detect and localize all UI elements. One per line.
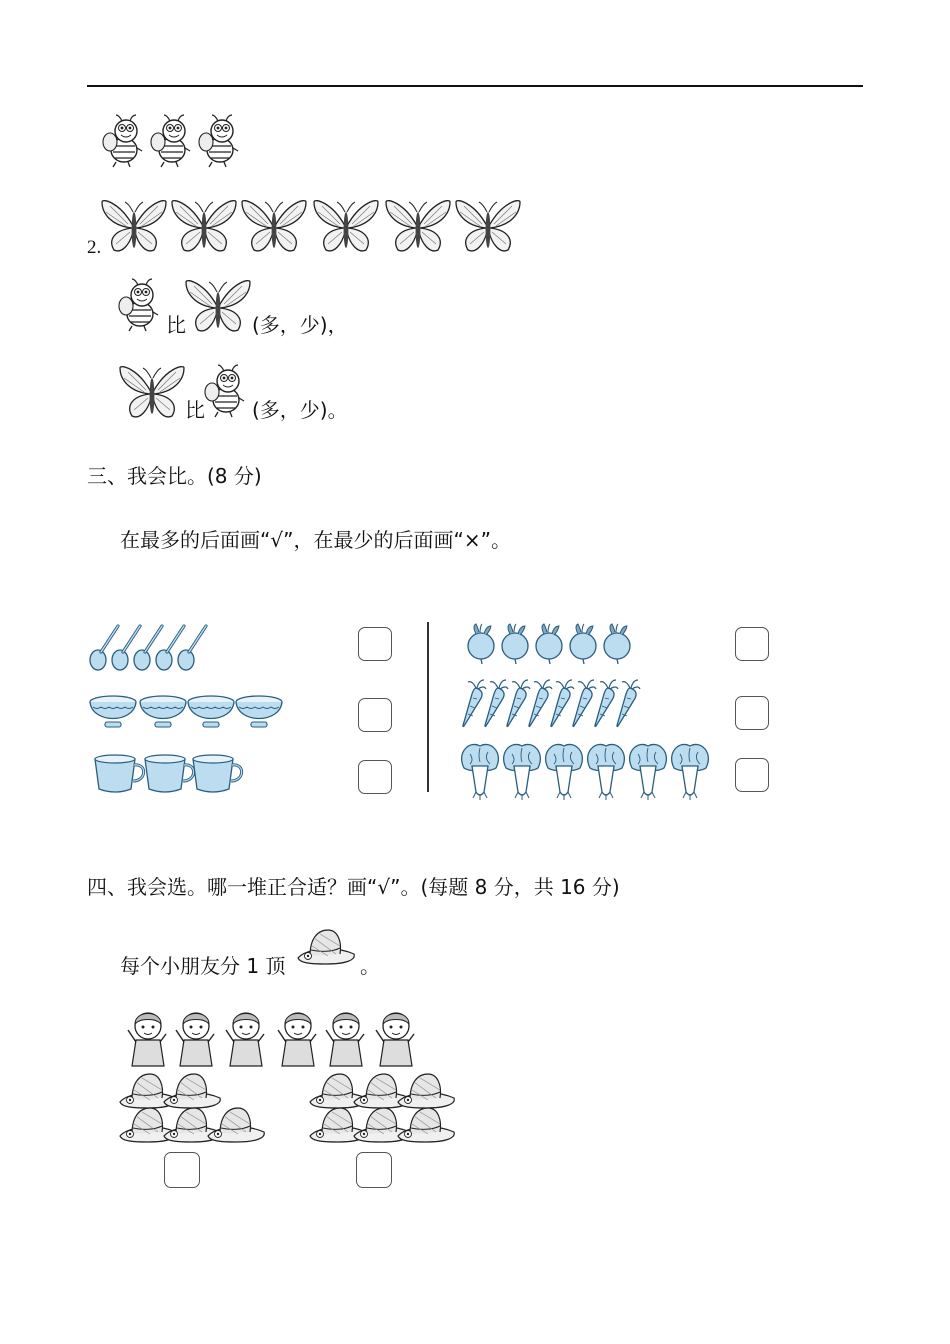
answer-box-cups[interactable] — [358, 760, 392, 794]
cabbage-icon — [588, 744, 625, 800]
bowl-icon — [236, 696, 282, 727]
bee-icon — [204, 362, 250, 420]
hat-group-2 — [308, 1070, 458, 1150]
column-divider — [427, 622, 429, 792]
radish-icon — [536, 624, 562, 664]
radish-icon — [468, 624, 494, 664]
butterfly-icon — [314, 201, 378, 251]
section-title: 三、我会比。(8 分) — [87, 464, 262, 488]
butterflies-row — [100, 194, 525, 256]
cup-icon — [145, 755, 194, 792]
carrot-icon — [595, 680, 618, 727]
child-icon — [278, 1013, 316, 1066]
cups-group — [93, 753, 243, 795]
bee-icon — [118, 276, 164, 334]
cup-icon — [95, 755, 144, 792]
instruction-end: 。 — [360, 954, 380, 978]
carrot-icon — [463, 680, 486, 727]
butterfly-icon — [184, 274, 254, 336]
radish-icon — [502, 624, 528, 664]
answer-box-carrots[interactable] — [735, 696, 769, 730]
carrot-icon — [573, 680, 596, 727]
section-instruction: 每个小朋友分 1 顶 — [120, 954, 286, 978]
cabbage-icon — [630, 744, 667, 800]
answer-box-hat-group-2[interactable] — [356, 1152, 392, 1188]
hat-icon — [164, 1074, 220, 1108]
radish-icon — [570, 624, 596, 664]
cabbage-icon — [672, 744, 709, 800]
cup-icon — [193, 755, 242, 792]
answer-box-bowls[interactable] — [358, 698, 392, 732]
section-instruction: 在最多的后面画“√”，在最少的后面画“×”。 — [120, 528, 511, 552]
carrot-icon — [507, 680, 530, 727]
bowl-icon — [140, 696, 186, 727]
child-icon — [176, 1013, 214, 1066]
answer-box-hat-group-1[interactable] — [164, 1152, 200, 1188]
cabbage-icon — [546, 744, 583, 800]
choice-text: (多，少)， — [252, 313, 348, 337]
bowls-group — [89, 692, 289, 732]
hat-icon — [296, 922, 360, 970]
bees-row — [102, 112, 252, 170]
answer-box-radishes[interactable] — [735, 627, 769, 661]
section-title: 四、我会选。哪一堆正合适？画“√”。(每题 8 分，共 16 分) — [87, 875, 620, 899]
spoons-group — [88, 622, 208, 672]
hat-group-1 — [118, 1070, 268, 1150]
children-row — [126, 1008, 416, 1070]
carrot-icon — [529, 680, 552, 727]
child-icon — [326, 1013, 364, 1066]
butterfly-icon — [242, 201, 306, 251]
hat-icon — [398, 1074, 454, 1108]
answer-box-spoons[interactable] — [358, 627, 392, 661]
hat-icon — [398, 1108, 454, 1142]
cabbage-icon — [462, 744, 499, 800]
compare-connector: 比 — [185, 398, 205, 422]
child-icon — [226, 1013, 264, 1066]
header-rule — [87, 85, 863, 87]
compare-connector: 比 — [166, 313, 186, 337]
question-number: 2. — [87, 237, 102, 258]
cabbage-icon — [504, 744, 541, 800]
bowl-icon — [188, 696, 234, 727]
bee-icon — [199, 115, 238, 167]
hat-icon — [208, 1108, 264, 1142]
radishes-group — [464, 624, 644, 666]
bowl-icon — [90, 696, 136, 727]
butterfly-icon — [386, 201, 450, 251]
carrot-icon — [617, 680, 640, 727]
carrots-group — [460, 680, 660, 730]
butterfly-icon — [102, 201, 166, 251]
butterfly-icon — [118, 360, 188, 422]
butterfly-icon — [172, 201, 236, 251]
bee-icon — [103, 115, 142, 167]
butterfly-icon — [456, 201, 520, 251]
carrot-icon — [485, 680, 508, 727]
carrot-icon — [551, 680, 574, 727]
child-icon — [376, 1013, 414, 1066]
spoon-icon — [178, 626, 206, 670]
cabbages-group — [460, 740, 720, 802]
answer-box-cabbages[interactable] — [735, 758, 769, 792]
radish-icon — [604, 624, 630, 664]
child-icon — [128, 1013, 166, 1066]
bee-icon — [151, 115, 190, 167]
choice-text: (多，少)。 — [252, 398, 348, 422]
